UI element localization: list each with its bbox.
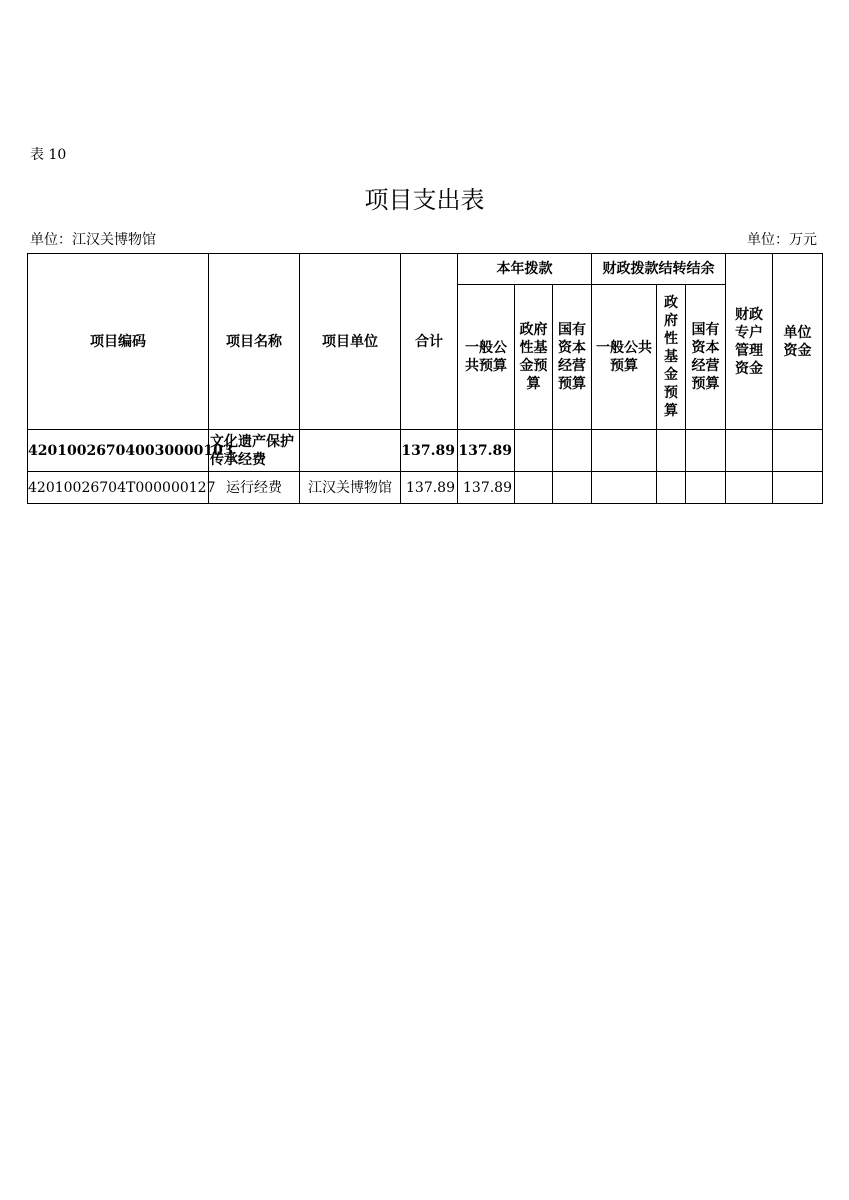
row-name: 运行经费 xyxy=(209,472,300,504)
header-unit: 项目单位 xyxy=(300,254,401,430)
page-title: 项目支出表 xyxy=(364,186,485,214)
header-carryover: 财政拨款结转结余 xyxy=(592,254,726,285)
row-empty-cell xyxy=(592,472,657,504)
unit-line xyxy=(30,229,817,249)
row-empty-cell xyxy=(592,430,657,472)
row-empty-cell xyxy=(553,472,592,504)
row-empty-cell xyxy=(657,430,686,472)
table-row xyxy=(28,472,823,504)
header-special-fund: 财政专户管理资金 xyxy=(726,254,773,430)
row-empty-cell xyxy=(515,472,553,504)
row-empty-cell xyxy=(553,430,592,472)
row-code: 42010026704003000010З xyxy=(28,430,209,472)
header-total: 合计 xyxy=(401,254,458,430)
header-name: 项目名称 xyxy=(209,254,300,430)
unit-organization: 单位：江汉关博物馆 xyxy=(30,232,156,248)
header-cy-gov-fund: 政府性基金预算 xyxy=(657,285,686,430)
row-empty-cell xyxy=(515,430,553,472)
header-general-budget: 一般公共预算 xyxy=(458,285,515,430)
header-state-capital: 国有资本经营预算 xyxy=(553,285,592,430)
row-general-budget: 137.89 xyxy=(458,430,515,472)
unit-currency: 单位：万元 xyxy=(747,232,817,248)
row-empty-cell xyxy=(686,430,726,472)
row-empty-cell xyxy=(657,472,686,504)
header-unit-fund: 单位资金 xyxy=(773,254,823,430)
row-general-budget: 137.89 xyxy=(458,472,515,504)
row-empty-cell xyxy=(726,472,773,504)
table-number: 表 10 xyxy=(30,147,67,163)
table-row xyxy=(28,430,823,472)
row-total: 137.89 xyxy=(401,472,458,504)
header-gov-fund: 政府性基金预算 xyxy=(515,285,553,430)
header-cy-state-capital: 国有资本经营预算 xyxy=(686,285,726,430)
header-cy-general: 一般公共预算 xyxy=(592,285,657,430)
row-empty-cell xyxy=(773,472,823,504)
header-code: 项目编码 xyxy=(28,254,209,430)
row-empty-cell xyxy=(686,472,726,504)
row-empty-cell xyxy=(726,430,773,472)
expenditure-table xyxy=(27,253,823,504)
header-current-year: 本年拨款 xyxy=(458,254,592,285)
row-empty-cell xyxy=(773,430,823,472)
header-row-1 xyxy=(28,254,823,285)
row-unit: 江汉关博物馆 xyxy=(300,472,401,504)
row-total: 137.89 xyxy=(401,430,458,472)
row-code: 42010026704T000000127 xyxy=(28,472,209,504)
row-unit xyxy=(300,430,401,472)
row-name: 文化遗产保护传承经费 xyxy=(209,430,300,472)
